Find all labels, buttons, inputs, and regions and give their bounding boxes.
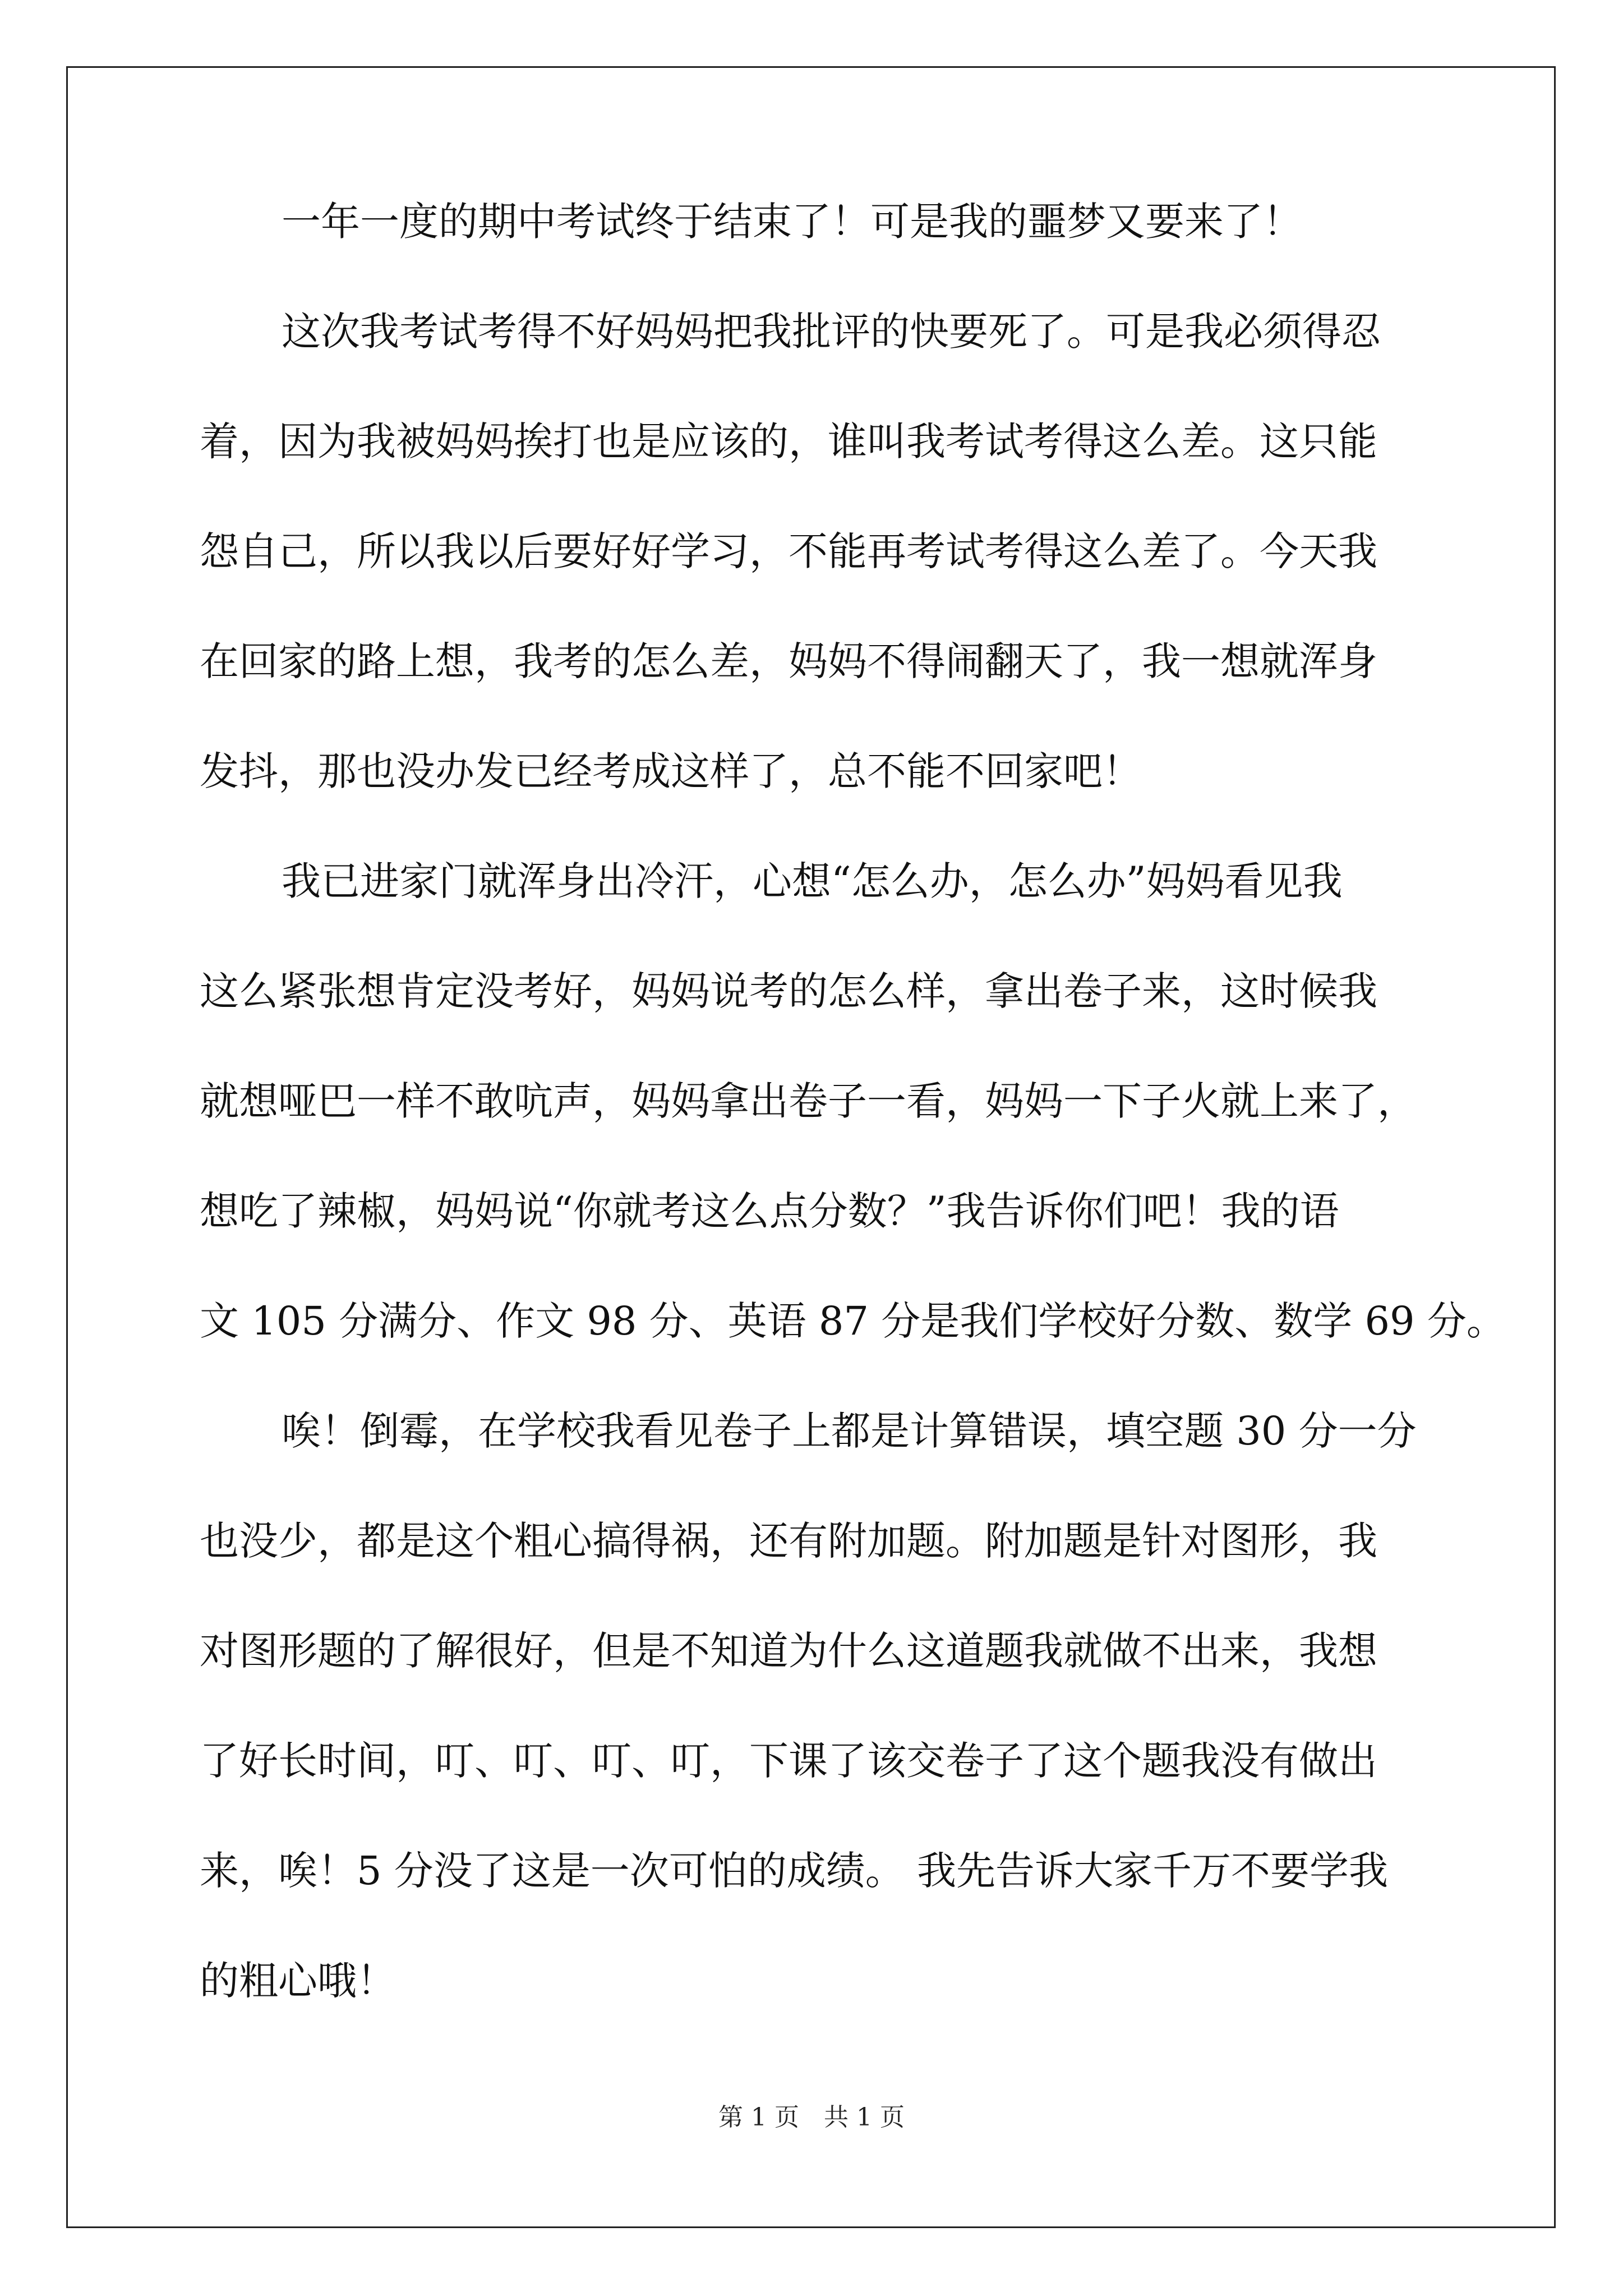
paragraph-2-line-1: 这次我考试考得不好妈妈把我批评的快要死了。可是我必须得忍	[282, 309, 1381, 355]
paragraph-3-line-3: 就想哑巴一样不敢吭声，妈妈拿出卷子一看，妈妈一下子火就上来了，	[200, 1078, 1417, 1124]
paragraph-4-line-1: 唉！倒霉，在学校我看见卷子上都是计算错误，填空题 30 分一分	[282, 1408, 1417, 1454]
paragraph-4-line-2: 也没少，都是这个粗心搞得祸，还有附加题。附加题是针对图形，我	[200, 1518, 1377, 1564]
page-border	[66, 66, 1556, 2228]
paragraph-3-line-1: 我已进家门就浑身出冷汗，心想“怎么办，怎么办”妈妈看见我	[282, 858, 1343, 904]
paragraph-4-line-3: 对图形题的了解很好，但是不知道为什么这道题我就做不出来，我想	[200, 1628, 1377, 1674]
paragraph-3-line-2: 这么紧张想肯定没考好，妈妈说考的怎么样，拿出卷子来，这时候我	[200, 968, 1377, 1014]
paragraph-4-line-6: 的粗心哦！	[200, 1958, 396, 2004]
paragraph-2-line-2: 着，因为我被妈妈挨打也是应该的，谁叫我考试考得这么差。这只能	[200, 418, 1377, 464]
paragraph-3-line-4: 想吃了辣椒，妈妈说“你就考这么点分数？”我告诉你们吧！我的语	[200, 1188, 1339, 1234]
paragraph-4-line-4: 了好长时间，叮、叮、叮、叮，下课了该交卷子了这个题我没有做出	[200, 1738, 1377, 1784]
page-number-footer: 第 1 页 共 1 页	[718, 2103, 905, 2132]
paragraph-3-line-5: 文 105 分满分、作文 98 分、英语 87 分是我们学校好分数、数学 69 分。	[200, 1298, 1506, 1344]
paragraph-2-line-3: 怨自己，所以我以后要好好学习，不能再考试考得这么差了。今天我	[200, 528, 1377, 574]
paragraph-2-line-5: 发抖，那也没办发已经考成这样了，总不能不回家吧！	[200, 748, 1142, 794]
paragraph-4-line-5: 来，唉！5 分没了这是一次可怕的成绩。 我先告诉大家千万不要学我	[200, 1848, 1389, 1894]
paragraph-1-line-1: 一年一度的期中考试终于结束了！可是我的噩梦又要来了！	[282, 199, 1302, 245]
paragraph-2-line-4: 在回家的路上想，我考的怎么差，妈妈不得闹翻天了，我一想就浑身	[200, 638, 1377, 684]
